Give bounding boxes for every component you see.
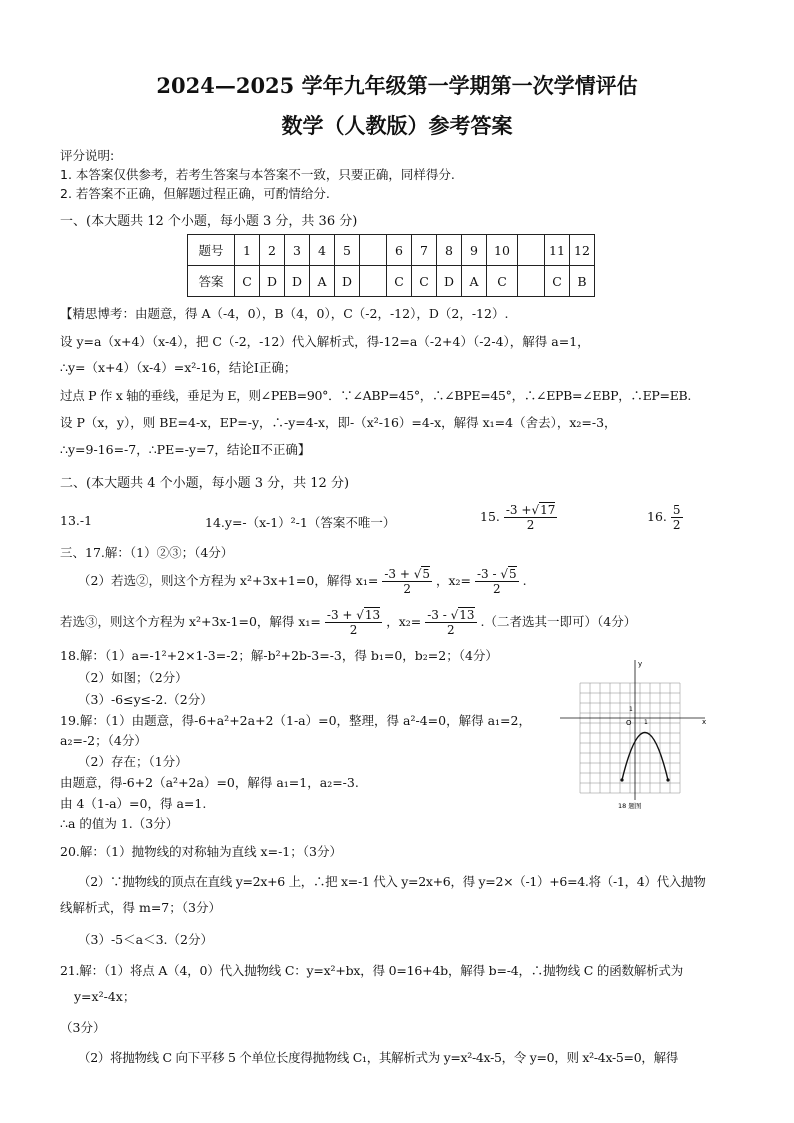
fraction: $\frac{-3 + √5}{2}$ bbox=[384, 567, 430, 596]
table-row bbox=[188, 266, 595, 297]
table-cell: D bbox=[437, 266, 462, 297]
fraction-numerator: 5 bbox=[672, 503, 681, 517]
answer-18-1: 18.解：（1）a=-1²+2×1-3=-2；解-b²+2b-3=-3，得 b₁=0，b₂=2；（4分） bbox=[60, 648, 498, 663]
answer-19-4: 由 4（1-a）=0，得 a=1. bbox=[60, 796, 207, 811]
table-cell: D bbox=[260, 266, 285, 297]
y-tick-label: 1 bbox=[629, 706, 633, 713]
answer-19-3: 由题意，得-6+2（a²+2a）=0，解得 a₁=1，a₂=-3. bbox=[60, 775, 359, 790]
radicand: 13 bbox=[364, 608, 381, 622]
figure-caption: 18 题图 bbox=[618, 802, 642, 810]
analysis-line-6: ∴y=9-16=-7，∴PE=-y=7，结论Ⅱ不正确】 bbox=[60, 442, 311, 457]
table-cell: 答案 bbox=[188, 266, 235, 297]
text-segment: ，x₂= bbox=[435, 573, 472, 588]
table-cell: C bbox=[412, 266, 437, 297]
table-cell: C bbox=[545, 266, 570, 297]
analysis-line-3: ∴y=（x+4）（x-4）=x²-16，结论Ⅰ正确； bbox=[60, 360, 297, 375]
table-cell: 3 bbox=[285, 235, 310, 266]
table-cell: 7 bbox=[412, 235, 437, 266]
table-cell: 8 bbox=[437, 235, 462, 266]
answer-19-1: 19.解：（1）由题意，得-6+a²+2a+2（1-a）=0，整理，得 a²-4=0，解得 a₁=2， bbox=[60, 713, 531, 728]
answer-17-2 bbox=[78, 567, 527, 596]
table-cell: 10 bbox=[487, 235, 518, 266]
table-row bbox=[188, 235, 595, 266]
radicand: 13 bbox=[459, 608, 475, 622]
table-cell: D bbox=[335, 266, 360, 297]
answer-21-2: （2）将抛物线 C 向下平移 5 个单位长度得抛物线 C₁，其解析式为 y=x²-4x-5，令 y=0，则 x²-4x-5=0，解得 bbox=[78, 1050, 678, 1065]
answer-17-3 bbox=[60, 608, 636, 637]
radicand: 17 bbox=[540, 503, 556, 517]
answer-20-1: 20.解：（1）抛物线的对称轴为直线 x=-1；（3分） bbox=[60, 844, 342, 859]
table-cell: 6 bbox=[387, 235, 412, 266]
section-1-heading: 一、(本大题共 12 个小题，每小题 3 分，共 36 分) bbox=[60, 214, 358, 229]
text-segment: （2）若选②，则这个方程为 x²+3x+1=0，解得 x₁= bbox=[78, 573, 379, 588]
graph-grid bbox=[580, 683, 680, 793]
table-cell: 4 bbox=[310, 235, 335, 266]
table-cell: A bbox=[310, 266, 335, 297]
fraction-numerator: -3 + bbox=[384, 567, 414, 581]
answer-table bbox=[187, 234, 595, 297]
answer-21-1a: 21.解：（1）将点 A（4，0）代入抛物线 C：y=x²+bx，得 0=16+4b，解得 b=-4，∴抛物线 C 的函数解析式为 bbox=[60, 963, 684, 978]
fraction-denominator: 2 bbox=[349, 623, 358, 637]
answer-18-2: （2）如图；（2分） bbox=[78, 670, 188, 685]
radicand: 5 bbox=[422, 567, 430, 581]
analysis-line-2: 设 y=a（x+4）（x-4），把 C（-2，-12）代入解析式，得-12=a（-2+4）（-2-4），解得 a=1， bbox=[60, 334, 590, 349]
table-cell bbox=[518, 235, 545, 266]
table-cell: C bbox=[487, 266, 518, 297]
curve-endpoint bbox=[620, 778, 623, 781]
answer-15 bbox=[480, 503, 557, 532]
fraction-numerator: -3 + bbox=[326, 608, 357, 622]
analysis-line-4: 过点 P 作 x 轴的垂线，垂足为 E，则∠PEB=90°．∵∠ABP=45°，∴∠BPE=45°，∴∠EPB=∠EBP，∴EP=EB. bbox=[60, 388, 692, 403]
text-segment: ，x₂= bbox=[386, 614, 422, 629]
fraction-denominator: 2 bbox=[447, 623, 455, 637]
table-cell bbox=[518, 266, 545, 297]
answer-14: 14.y=-（x-1）²-1（答案不唯一） bbox=[205, 515, 396, 530]
answer-13: 13.-1 bbox=[60, 513, 93, 528]
answer-19-5: ∴a 的值为 1.（3分） bbox=[60, 816, 179, 831]
scoring-notes-label: 评分说明: bbox=[60, 148, 115, 163]
x-axis-label: x bbox=[702, 718, 707, 726]
table-cell: 题号 bbox=[188, 235, 235, 266]
table-cell: 11 bbox=[545, 235, 570, 266]
curve-endpoint bbox=[666, 778, 669, 781]
fraction: $\frac{-3 - √5}{2}$ bbox=[477, 567, 517, 596]
answer-19-1b: a₂=-2；（4分） bbox=[60, 733, 147, 748]
scoring-note-2: 2. 若答案不正确，但解题过程正确，可酌情给分. bbox=[60, 186, 330, 201]
fraction-denominator: 2 bbox=[403, 582, 411, 596]
answer-18-3: （3）-6≤y≤-2.（2分） bbox=[78, 692, 213, 707]
page-subtitle: 数学（人教版）参考答案 bbox=[281, 113, 513, 138]
fraction-denominator: 2 bbox=[493, 582, 501, 596]
fraction-denominator: 2 bbox=[672, 518, 681, 532]
fraction: $\frac{-3 - √13}{2}$ bbox=[427, 608, 475, 637]
fraction-numerator: -3 - bbox=[477, 567, 501, 581]
answer-21-1b: y=x²-4x； bbox=[74, 989, 136, 1004]
answer-20-2b: 线解析式，得 m=7；（3分） bbox=[60, 900, 221, 915]
answer-15-label: 15. bbox=[480, 509, 500, 524]
fraction-numerator: -3 - bbox=[427, 608, 451, 622]
table-cell: C bbox=[235, 266, 260, 297]
fraction-numerator: -3 + bbox=[505, 503, 532, 517]
table-cell bbox=[360, 235, 387, 266]
page-title: 2024—2025 学年九年级第一学期第一次学情评估 bbox=[156, 73, 638, 98]
table-cell: 5 bbox=[335, 235, 360, 266]
table-cell: C bbox=[387, 266, 412, 297]
graph-figure-18 bbox=[560, 655, 710, 815]
answer-20-2a: （2）∵抛物线的顶点在直线 y=2x+6 上，∴把 x=-1 代入 y=2x+6，得 y=2×（-1）+6=4.将（-1，4）代入抛物 bbox=[78, 874, 706, 889]
answer-16-label: 16. bbox=[647, 509, 667, 524]
analysis-line-1: 【精思博考：由题意，得 A（-4，0），B（4，0），C（-2，-12），D（2，-12）. bbox=[60, 306, 509, 321]
table-cell: B bbox=[570, 266, 595, 297]
table-cell bbox=[360, 266, 387, 297]
y-axis-label: y bbox=[638, 660, 643, 668]
fraction-denominator: 2 bbox=[526, 518, 535, 532]
table-cell: D bbox=[285, 266, 310, 297]
text-segment: .（二者选其一即可）（4分） bbox=[480, 614, 637, 629]
answer-20-3: （3）-5＜a＜3.（2分） bbox=[78, 932, 213, 947]
fraction bbox=[671, 503, 683, 532]
fraction: $\frac{-3 + √13}{2}$ bbox=[326, 608, 381, 637]
answer-16 bbox=[647, 503, 683, 532]
table-cell: 9 bbox=[462, 235, 487, 266]
fraction: $\frac{-3 +√17}{2}$ bbox=[505, 503, 556, 532]
analysis-line-5: 设 P（x，y），则 BE=4-x，EP=-y，∴-y=4-x，即-（x²-16）=4-x，解得 x₁=4（舍去），x₂=-3， bbox=[60, 415, 617, 430]
answer-19-2: （2）存在；（1分） bbox=[78, 754, 188, 769]
answer-21-1c: （3分） bbox=[60, 1020, 106, 1035]
text-segment: . bbox=[522, 573, 527, 588]
x-tick-label: 1 bbox=[644, 719, 648, 726]
table-cell: 1 bbox=[235, 235, 260, 266]
table-cell: 2 bbox=[260, 235, 285, 266]
section-2-heading: 二、(本大题共 4 个小题，每小题 3 分，共 12 分) bbox=[60, 476, 350, 491]
scoring-note-1: 1. 本答案仅供参考，若考生答案与本答案不一致，只要正确，同样得分. bbox=[60, 167, 455, 182]
answer-17-1: 三、17.解：（1）②③；（4分） bbox=[60, 545, 234, 560]
text-segment: 若选③，则这个方程为 x²+3x-1=0，解得 x₁= bbox=[60, 614, 321, 629]
radicand: 5 bbox=[509, 567, 517, 581]
table-cell: 12 bbox=[570, 235, 595, 266]
table-cell: A bbox=[462, 266, 487, 297]
origin-label: O bbox=[626, 719, 632, 727]
